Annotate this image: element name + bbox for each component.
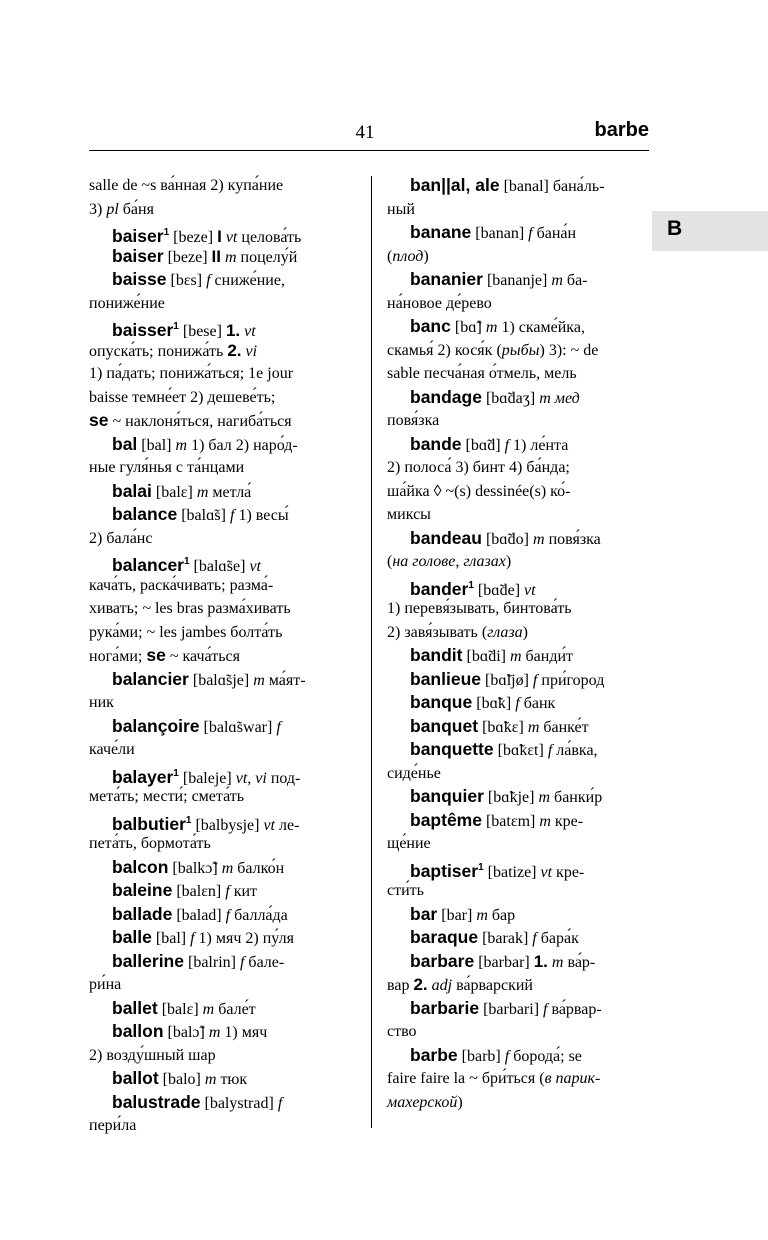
dictionary-line: ban||al, ale [banal] бана́ль- [410,175,605,195]
dictionary-line: bander$^1$ [bɑ̃de] vt [410,578,536,599]
dictionary-line: se ~ наклоня́ться, нагиба́ться [89,410,292,430]
dictionary-line: banquette [bɑ̃kɛt] f ла́вка, [410,739,598,759]
dictionary-line: кача́ть, раска́чивать; разма́- [89,576,274,594]
right-column [387,174,652,1114]
dictionary-line: ще́ние [387,835,431,852]
dictionary-line: сиде́нье [387,764,441,782]
dictionary-line: banc [bɑ̃] m 1) скаме́йка, [410,316,585,336]
dictionary-line: миксы [387,506,431,523]
dictionary-line: на́новое де́рево [387,294,492,312]
dictionary-line: baptême [batɛm] m кре- [410,809,584,830]
dictionary-line: bar [bar] m бар [410,903,516,924]
dictionary-line: salle de ~s ва́нная 2) купа́ние [89,177,284,194]
dictionary-line: повя́зка [387,412,440,429]
dictionary-line: 2) завя́зывать (глаза) [387,623,528,641]
dictionary-line: baisse темне́ет 2) дешеве́ть; [89,388,276,406]
dictionary-line: faire faire la ~ бри́ться (в парик- [387,1070,601,1087]
dictionary-line: ство [387,1023,417,1040]
dictionary-line: пери́ла [89,1117,137,1134]
page-number: 41 [355,122,375,143]
dictionary-line: 2) бала́нс [89,529,153,547]
left-column [89,174,354,1138]
dictionary-line: (плод) [387,247,429,265]
dictionary-line: 3) pl ба́ня [89,200,154,218]
dictionary-line: рука́ми; ~ les jambes болта́ть [89,623,283,641]
dictionary-line: ша́йка ◊ ~(s) dessinée(s) ко́- [387,482,571,500]
dictionary-line: banane [banan] f бана́н [410,222,577,242]
dictionary-line: balustrade [balystrad] f [112,1091,283,1112]
dictionary-line: 2) возду́шный шар [89,1046,216,1064]
dictionary-line: balancer$^1$ [balɑ̃se] vt [112,555,261,575]
dictionary-line: скамья́ 2) кося́к (рыбы) 3): ~ de [387,341,599,359]
dictionary-line: balançoire [balɑ̃swar] f [112,715,281,736]
dictionary-line: 2) полоса́ 3) бинт 4) ба́нда; [387,459,570,476]
running-head: barbe [594,119,649,141]
dictionary-line: bal [bal] m 1) бал 2) наро́д- [112,433,298,454]
dictionary-line: baptiser$^1$ [batize] vt кре- [410,860,585,881]
dictionary-line: ballot [balo] m тюк [112,1068,248,1088]
dictionary-line: bandit [bɑ̃di] m банди́т [410,645,574,665]
column-rule [371,176,372,1128]
dictionary-line: ник [89,694,114,711]
dictionary-line: ballon [balɔ̃] m 1) мяч [112,1021,268,1041]
dictionary-line: ный [387,200,415,218]
dictionary-line: banquier [bɑ̃kje] m банки́р [410,786,603,806]
dictionary-line: baiser [beze] II m поцелу́й [112,245,298,266]
dictionary-line: balai [balɛ] m метла́ [112,480,252,501]
dictionary-line: balancier [balɑ̃sje] m ма́ят- [112,668,306,689]
dictionary-line: barbare [barbar] 1. m ва́р- [410,950,596,971]
dictionary-line: banquet [bɑ̃kɛ] m банке́т [410,715,589,736]
dictionary-line: bandeau [bɑ̃do] m повя́зка [410,527,601,548]
dictionary-line: baisser$^1$ [bese] 1. vt [112,320,256,340]
dictionary-line: balle [bal] f 1) мяч 2) пу́ля [112,927,294,947]
dictionary-line: baisse [bɛs] f сниже́ние, [112,269,285,289]
dictionary-line: bananier [bananje] m ба- [410,269,588,289]
dictionary-line: вар 2. adj ва́рварский [387,975,533,994]
dictionary-line: ные гуля́нья с та́нцами [89,459,245,476]
dictionary-line: ри́на [89,976,122,993]
dictionary-line: baleine [balɛn] f кит [112,880,258,900]
dictionary-line: нога́ми; se ~ кача́ться [89,645,240,665]
header-rule [89,150,649,151]
dictionary-line: мета́ть; мести́; смета́ть [89,788,245,805]
dictionary-line: ballade [balad] f балла́да [112,903,288,924]
dictionary-line: banlieue [bɑ̃ljø] f при́город [410,668,605,689]
dictionary-line: 1) па́дать; понижа́ться; 1e jour [89,365,294,382]
dictionary-line: ballet [balɛ] m бале́т [112,997,256,1018]
dictionary-line: каче́ли [89,741,135,758]
dictionary-line: пета́ть, бормота́ть [89,835,211,852]
dictionary-line: balance [balɑ̃s] f 1) весы́ [112,504,289,524]
dictionary-line: banque [bɑ̃k] f банк [410,692,556,712]
dictionary-line: balcon [balkɔ̃] m балко́н [112,856,285,877]
dictionary-line: ballerine [balrin] f бале- [112,950,285,971]
dictionary-line: опуска́ть; понижа́ть 2. vi [89,340,258,360]
dictionary-line: махерской) [387,1093,463,1111]
dictionary-line: (на голове, глазах) [387,553,512,570]
dictionary-line: пониже́ние [89,294,165,312]
dictionary-line: baraque [barak] f бара́к [410,927,579,947]
dictionary-line: 1) перевя́зывать, бинтова́ть [387,600,572,617]
dictionary-line: сти́ть [387,882,424,899]
dictionary-line: barbarie [barbari] f ва́рвар- [410,997,602,1018]
dictionary-line: barbe [barb] f борода́; se [410,1044,582,1065]
dictionary-line: sable песча́ная о́тмель, мель [387,365,577,382]
dictionary-line: balbutier$^1$ [balbysje] vt ле- [112,813,300,834]
dictionary-line: bande [bɑ̃d] f 1) ле́нта [410,433,569,454]
dictionary-line: balayer$^1$ [baleje] vt, vi под- [112,766,301,787]
letter-tab-label: B [667,217,683,240]
dictionary-line: bandage [bɑ̃daʒ] m мед [410,386,580,407]
letter-tab [652,211,768,251]
dictionary-line: хивать; ~ les bras разма́хивать [89,600,291,617]
dictionary-line: baiser$^1$ [beze] I vt целова́ть [112,226,302,246]
